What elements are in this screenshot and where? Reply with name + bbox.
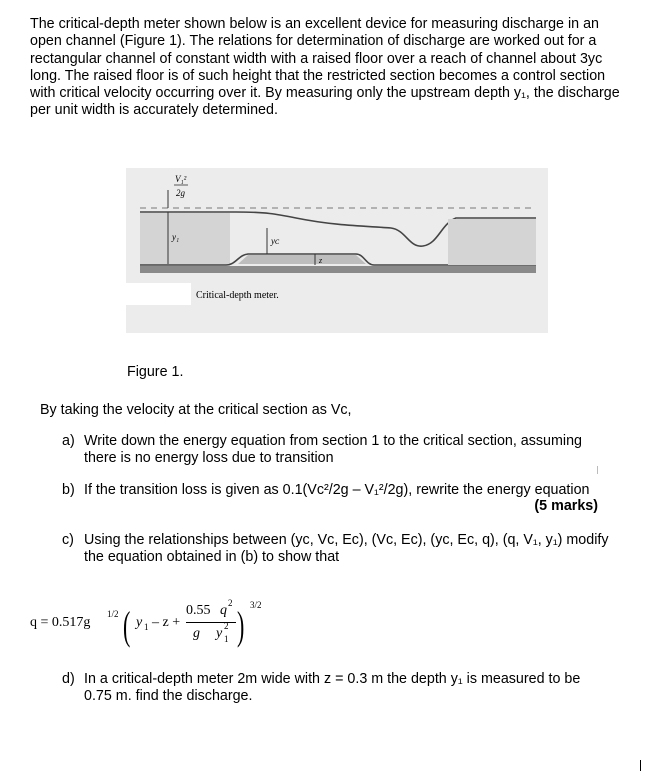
- figure-critical-depth-meter: [126, 168, 548, 333]
- discharge-formula: [30, 598, 290, 650]
- downstream-water: [448, 219, 536, 265]
- label-y1: y₁: [172, 232, 180, 242]
- formula-lparen: (: [123, 603, 131, 648]
- label-2g: 2g: [176, 188, 185, 198]
- question-text: Using the relationships between (yᴄ, Vᴄ, Eᴄ), (Vᴄ, Eᴄ), (yᴄ, Eᴄ, q), (q, V₁, y₁) modify the equation obtained in (b) to show that: [84, 532, 609, 566]
- question-c: [62, 532, 612, 567]
- stray-mark: [597, 466, 598, 474]
- formula-q: q: [220, 603, 227, 618]
- question-text: Write down the energy equation from section 1 to the critical section, assuming there is no energy loss due to transition: [84, 433, 582, 467]
- formula-den-g: g: [193, 626, 200, 641]
- caption-blank: [126, 283, 191, 305]
- marks-label: (5 marks): [534, 498, 598, 514]
- lead-text: By taking the velocity at the critical section as Vᴄ,: [40, 402, 352, 418]
- question-letter: b): [62, 482, 75, 498]
- label-v1-sq: V₁²: [175, 174, 187, 184]
- formula-minus-z: – z +: [152, 615, 181, 630]
- figure-caption: Critical-depth meter.: [196, 290, 279, 301]
- question-letter: d): [62, 671, 75, 687]
- formula-rparen: ): [237, 603, 245, 648]
- raised-floor: [238, 255, 366, 264]
- question-text: If the transition loss is given as 0.1(Vᴄ²/2g – V₁²/2g), rewrite the energy equation: [84, 482, 590, 498]
- ground-hatch: [140, 266, 536, 273]
- question-letter: a): [62, 433, 75, 449]
- formula-lhs: q = 0.517g: [30, 615, 91, 630]
- formula-y1-sub: 1: [144, 622, 149, 632]
- upstream-water: [140, 213, 230, 265]
- question-text: In a critical-depth meter 2m wide with z = 0.3 m the depth y₁ is measured to be 0.75 m. find the discharge.: [84, 671, 581, 705]
- formula-q-exp: 2: [228, 598, 233, 608]
- formula-fraction-bar: [186, 622, 236, 623]
- question-d: [62, 671, 612, 706]
- question-b: [62, 482, 612, 499]
- label-z: z: [319, 256, 323, 265]
- formula-den-y: y: [216, 626, 223, 641]
- formula-den-y-sub: 1: [224, 634, 229, 644]
- text-cursor: [640, 760, 641, 771]
- formula-outer-exp: 3/2: [250, 600, 262, 610]
- label-yc: yᴄ: [271, 236, 280, 246]
- formula-numerator: 0.55: [186, 603, 211, 618]
- channel-diagram: [126, 168, 548, 333]
- intro-paragraph: The critical-depth meter shown below is an excellent device for measuring discharge in an open channel (Figure 1). The relations for determination of discharge are worked out for a rectangular channel of constant width with a raised floor over a reach of channel about 3yᴄ long. The raised floor is of such height that the restricted section becomes a control section with critical velocity occurring over it. By measuring only the upstream depth y₁, the discharge per unit width is accurately determined.: [30, 16, 620, 119]
- formula-den-y-exp: 2: [224, 621, 229, 631]
- formula-y1: y: [136, 615, 143, 630]
- question-a: [62, 433, 612, 468]
- figure-label: Figure 1.: [127, 364, 184, 380]
- formula-g-exp: 1/2: [107, 609, 119, 619]
- question-letter: c): [62, 532, 74, 548]
